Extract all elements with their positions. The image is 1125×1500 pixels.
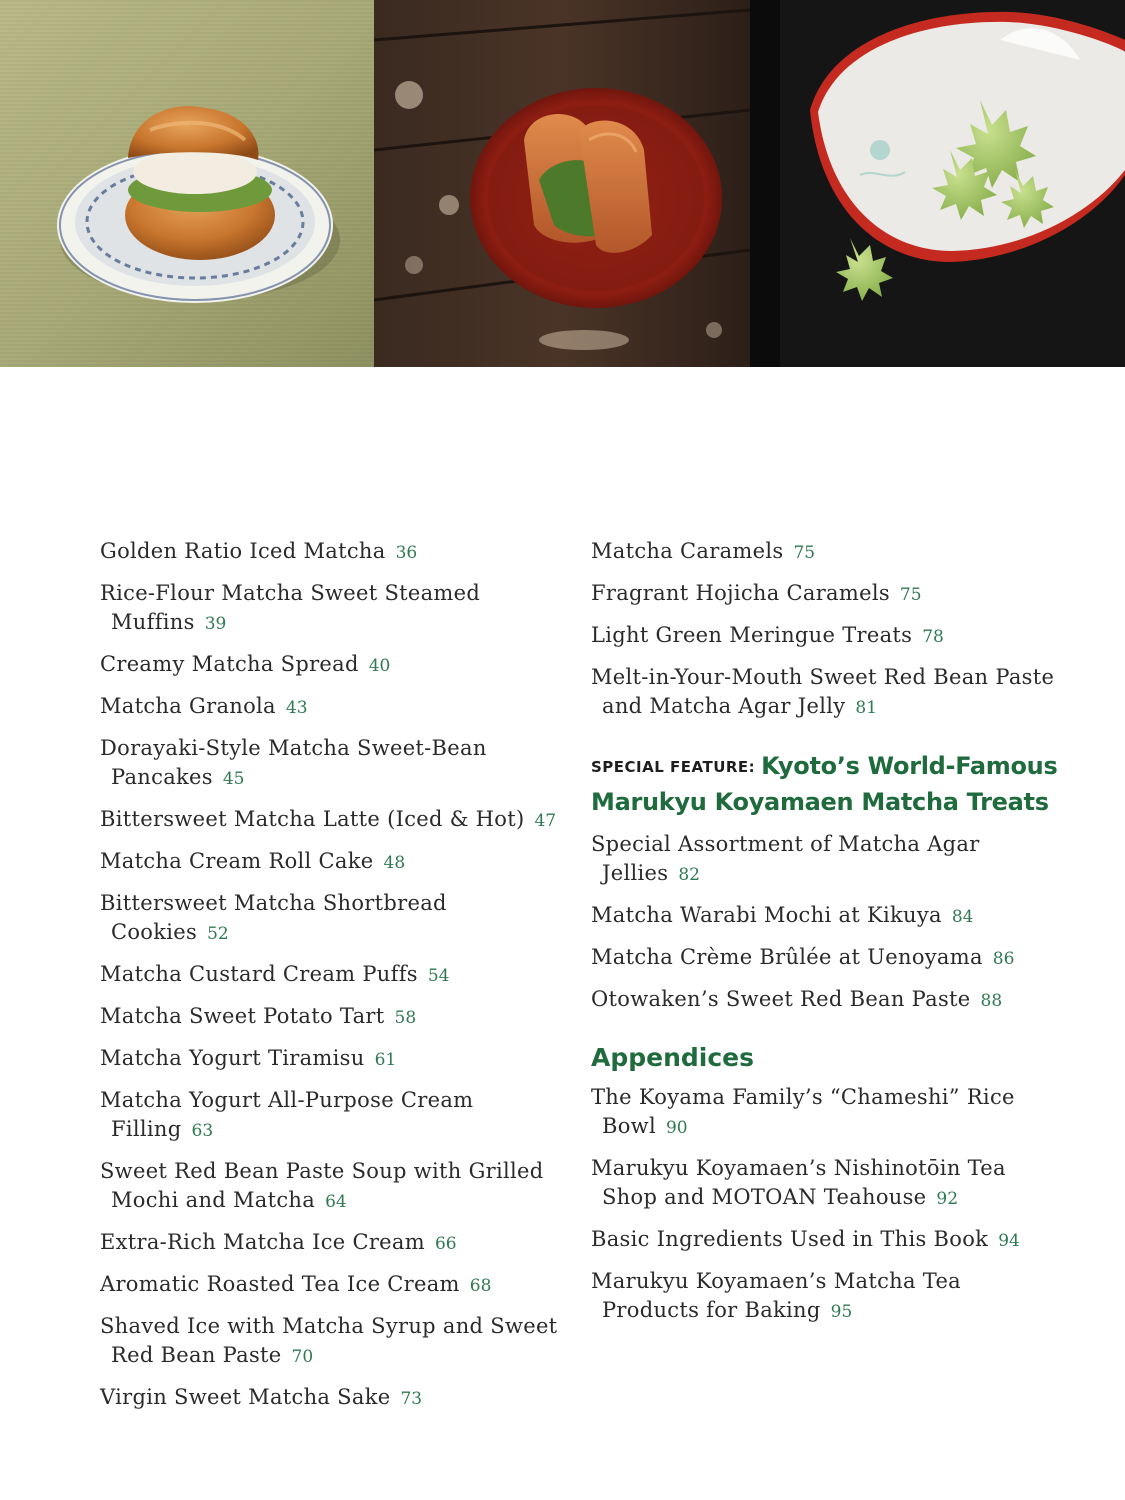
appendices-heading: Appendices — [591, 1043, 755, 1072]
entry-title: Marukyu Koyamaen’s Matcha Tea Products for Baking — [591, 1269, 962, 1322]
matcha-cream-puff-photo — [0, 0, 374, 367]
entry-title: Fragrant Hojicha Caramels — [591, 581, 890, 605]
toc-entry[interactable] — [100, 847, 570, 878]
special-feature-label: SPECIAL FEATURE: — [591, 758, 756, 776]
toc-entry[interactable] — [591, 943, 1061, 974]
toc-entry[interactable] — [100, 805, 570, 836]
entry-title: Shaved Ice with Matcha Syrup and Sweet Red Bean Paste — [100, 1314, 558, 1367]
entry-title: The Koyama Family’s “Chameshi” Rice Bowl — [591, 1085, 1015, 1138]
entry-title: Melt-in-Your-Mouth Sweet Red Bean Paste and Matcha Agar Jelly — [591, 665, 1055, 718]
page-number: 81 — [855, 698, 878, 718]
page-number: 54 — [427, 966, 450, 986]
entry-title: Basic Ingredients Used in This Book — [591, 1227, 989, 1251]
dorayaki-pancakes-photo — [374, 0, 750, 367]
toc-entry[interactable] — [100, 1312, 570, 1372]
page-number: 39 — [204, 614, 227, 634]
page-number: 58 — [394, 1008, 417, 1028]
entry-title: Aromatic Roasted Tea Ice Cream — [100, 1272, 460, 1296]
entry-title: Golden Ratio Iced Matcha — [100, 539, 386, 563]
page-number: 66 — [434, 1234, 457, 1254]
toc-entry[interactable] — [100, 1228, 570, 1259]
toc-entry[interactable] — [591, 1267, 1061, 1327]
entry-title: Dorayaki-Style Matcha Sweet-Bean Pancakes — [100, 736, 487, 789]
page-number: 95 — [830, 1302, 853, 1322]
toc-left-column — [100, 537, 570, 1425]
page-number: 61 — [374, 1050, 397, 1070]
page-number: 64 — [325, 1192, 347, 1212]
toc-entry[interactable] — [100, 579, 570, 639]
entry-title: Matcha Caramels — [591, 539, 784, 563]
page-number: 84 — [951, 907, 974, 927]
toc-entry[interactable] — [100, 960, 570, 991]
entry-title: Virgin Sweet Matcha Sake — [100, 1385, 391, 1409]
page-number: 75 — [793, 543, 816, 563]
toc-entry[interactable] — [591, 1154, 1061, 1214]
page-number: 63 — [191, 1121, 214, 1141]
page-number: 92 — [936, 1189, 959, 1209]
page-number: 86 — [992, 949, 1015, 969]
entry-title: Matcha Warabi Mochi at Kikuya — [591, 903, 942, 927]
entry-title: Rice-Flour Matcha Sweet Steamed Muffins — [100, 581, 481, 634]
toc-entry[interactable] — [591, 579, 1061, 610]
entry-title: Matcha Yogurt Tiramisu — [100, 1046, 365, 1070]
entry-title: Matcha Crème Brûlée at Uenoyama — [591, 945, 983, 969]
entry-title: Marukyu Koyamaen’s Nishinotōin Tea Shop and MOTOAN Teahouse — [591, 1156, 1006, 1209]
toc-entry[interactable] — [591, 1225, 1061, 1256]
entry-title: Extra-Rich Matcha Ice Cream — [100, 1230, 425, 1254]
toc-entry[interactable] — [100, 889, 570, 949]
entry-title: Light Green Meringue Treats — [591, 623, 913, 647]
page-number: 78 — [922, 627, 944, 647]
toc-entry[interactable] — [100, 1086, 570, 1146]
entry-title: Bittersweet Matcha Latte (Iced & Hot) — [100, 807, 525, 831]
special-feature-heading — [591, 749, 1061, 820]
toc-entry[interactable] — [591, 537, 1061, 568]
page-number: 75 — [899, 585, 922, 605]
entry-title: Creamy Matcha Spread — [100, 652, 359, 676]
toc-entry[interactable] — [100, 1383, 570, 1414]
page-number: 73 — [400, 1389, 423, 1409]
toc-entry[interactable] — [591, 985, 1061, 1016]
toc-entry[interactable] — [100, 650, 570, 681]
page-number: 90 — [665, 1118, 688, 1138]
toc-entry[interactable] — [591, 901, 1061, 932]
toc-entry[interactable] — [100, 1002, 570, 1033]
entry-title: Sweet Red Bean Paste Soup with Grilled Mochi and Matcha — [100, 1159, 544, 1212]
toc-entry[interactable] — [100, 692, 570, 723]
entry-title: Matcha Granola — [100, 694, 276, 718]
entry-title: Bittersweet Matcha Shortbread Cookies — [100, 891, 447, 944]
page-number: 45 — [222, 769, 245, 789]
page-number: 48 — [383, 853, 406, 873]
page-number: 88 — [980, 991, 1003, 1011]
meringue-treats-photo — [750, 0, 1125, 367]
page-number: 40 — [368, 656, 391, 676]
toc-entry[interactable] — [591, 1083, 1061, 1143]
toc-entry[interactable] — [100, 1044, 570, 1075]
page-number: 70 — [291, 1347, 314, 1367]
toc-entry[interactable] — [591, 830, 1061, 890]
entry-title: Otowaken’s Sweet Red Bean Paste — [591, 987, 971, 1011]
page-number: 94 — [998, 1231, 1020, 1251]
entry-title: Matcha Cream Roll Cake — [100, 849, 374, 873]
photo-strip — [0, 0, 1125, 367]
special-feature-title: Kyoto’s World-Famous Marukyu Koyamaen Matcha Treats — [591, 752, 1058, 816]
entry-title: Matcha Custard Cream Puffs — [100, 962, 418, 986]
page-number: 47 — [534, 811, 557, 831]
toc-entry[interactable] — [100, 537, 570, 568]
page-number: 82 — [678, 865, 700, 885]
toc-entry[interactable] — [100, 1270, 570, 1301]
toc-entry[interactable] — [100, 1157, 570, 1217]
entry-title: Matcha Sweet Potato Tart — [100, 1004, 385, 1028]
page-number: 43 — [285, 698, 308, 718]
toc-right-column — [591, 537, 1061, 1338]
toc-entry[interactable] — [100, 734, 570, 794]
page-number: 52 — [207, 924, 229, 944]
entry-title: Special Assortment of Matcha Agar Jellies — [591, 832, 980, 885]
toc-entry[interactable] — [591, 663, 1061, 723]
page-number: 68 — [469, 1276, 492, 1296]
toc-entry[interactable] — [591, 621, 1061, 652]
page-number: 36 — [395, 543, 418, 563]
entry-title: Matcha Yogurt All-Purpose Cream Filling — [100, 1088, 474, 1141]
